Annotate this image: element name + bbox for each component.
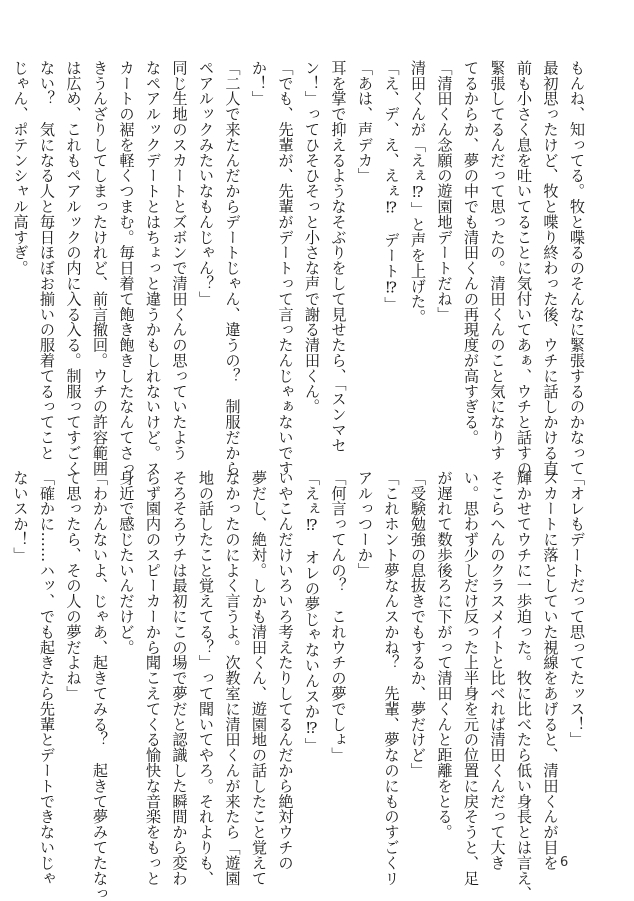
text-line: ないスか！」 <box>11 470 30 563</box>
text-line: らず園内のスピーカーから聞こえてくる愉快な音楽をもっと <box>144 470 162 886</box>
text-line: 地の話したこと覚えてる？」って聞いてやろ。それよりも、 <box>197 470 215 886</box>
text-line: てるからか、夢の中でも清田くんの再現度が高すぎる。 <box>462 60 480 445</box>
text-line: 最初思ったけど、牧と喋り終わった後、ウチに話しかける直 <box>541 60 560 476</box>
text-line: 「でも、先輩が、先輩がデートって言ったんじゃぁないです <box>276 60 295 476</box>
text-line: 身近で感じたいんだけど。 <box>117 470 136 655</box>
text-line: 耳を掌で抑えるようなそぶりをして見せたら、「スンマセ <box>329 60 348 453</box>
text-line: 「二人で来たんだからデートじゃん、違うの？ 制服だから <box>223 60 242 476</box>
text-line: 「あは、声デカ」 <box>356 60 374 184</box>
text-line: 「これホント夢なんスかね？ 先輩、夢なのにものすごくリ <box>382 470 401 886</box>
text-line: きうんざりしてしまったけれど、前言撤回。ウチの許容範囲 <box>91 60 109 476</box>
text-line: カートの裾を軽くつまむ。毎日着て飽き飽きしたなんてさっ <box>117 60 136 476</box>
text-line: なペアルックデートとはちょっと違うかもしれないけど。ス <box>144 60 162 476</box>
text-line: ン！」ってひそひそっと小さな声で謝る清田くん。 <box>303 60 321 415</box>
text-line: なかったのによく言うよ。次教室に清田くんが来たら「遊園 <box>223 470 242 886</box>
text-line: 前も小さく息を吐いてることに気付いてあぁ、ウチと話すの <box>515 60 533 476</box>
upper-text-block <box>7 60 590 476</box>
text-line: 「えぇ⁉ オレの夢じゃないんスか⁉」 <box>303 470 321 753</box>
text-line: ない？ 気になる人と毎日ほぼお揃いの服着てるってこと <box>38 60 56 461</box>
text-line: い。思わず少しだけ反った上半身を元の位置に戻そうと、足 <box>462 470 480 886</box>
text-line: 夢だし、絶対。しかも清田くん、遊園地の話したこと覚えて <box>250 470 268 886</box>
text-line: 清田くんが「えぇ⁉」と声を上げた。 <box>409 60 427 325</box>
text-line: 同じ生地のスカートとズボンで清田くんの思っていたよう <box>170 60 189 461</box>
text-line: て思ったら、その人の夢だよね」 <box>64 470 83 701</box>
lower-text-block <box>7 470 590 901</box>
text-line: 「オレもデートだって思ってたッス！」 <box>568 470 586 748</box>
text-line: アルっつーか」 <box>356 470 374 578</box>
text-line: 「確かに……ハッ、でも起きたら先輩とデートできないじゃ <box>38 470 56 886</box>
text-line: 「受験勉強の息抜きでもするか、夢だけど」 <box>409 470 427 778</box>
text-line: が遅れて数歩後ろに下がって清田くんと距離をとる。 <box>435 470 454 840</box>
text-line: そこらへんのクラスメイトと比べれば清田くんだって大き <box>488 470 507 871</box>
text-line: ペアルックみたいなもんじゃん？」 <box>197 60 215 307</box>
text-line: は広め、これもペアルックの内に入る入る。制服ってすごく <box>64 60 83 476</box>
text-line: 緊張してるんだって思ったの。清田くんのこと気になりす <box>488 60 507 461</box>
text-line: 「え、デ、え、えぇ⁉ デート⁉」 <box>382 60 401 312</box>
text-line: いやこんだけいろいろ考えたりしてるんだから絶対ウチの <box>276 470 295 871</box>
text-line: そろそろウチは最初にこの場で夢だと認識した瞬間から変わ <box>170 470 189 886</box>
text-line: 「何言ってんの？ これウチの夢でしょ」 <box>329 470 348 763</box>
text-line: 「わかんないよ、じゃあ、起きてみる？ 起きて夢みてたなっ <box>91 470 109 901</box>
page-number: 6 <box>560 855 569 870</box>
text-line: もんね、知ってる。牧と喋るのそんなに緊張するのかなって <box>568 60 586 476</box>
text-line: 輝かせてウチに一歩迫った。牧に比べたら低い身長とは言え、 <box>515 470 533 901</box>
text-line: スカートに落としていた視線をあげると、清田くんが目を <box>541 470 560 871</box>
text-line: か！」 <box>250 60 268 107</box>
text-line: 「清田くん念願の遊園地デートだね」 <box>435 60 454 322</box>
text-line: じゃん、ポテンシャル高すぎ。 <box>11 60 30 276</box>
